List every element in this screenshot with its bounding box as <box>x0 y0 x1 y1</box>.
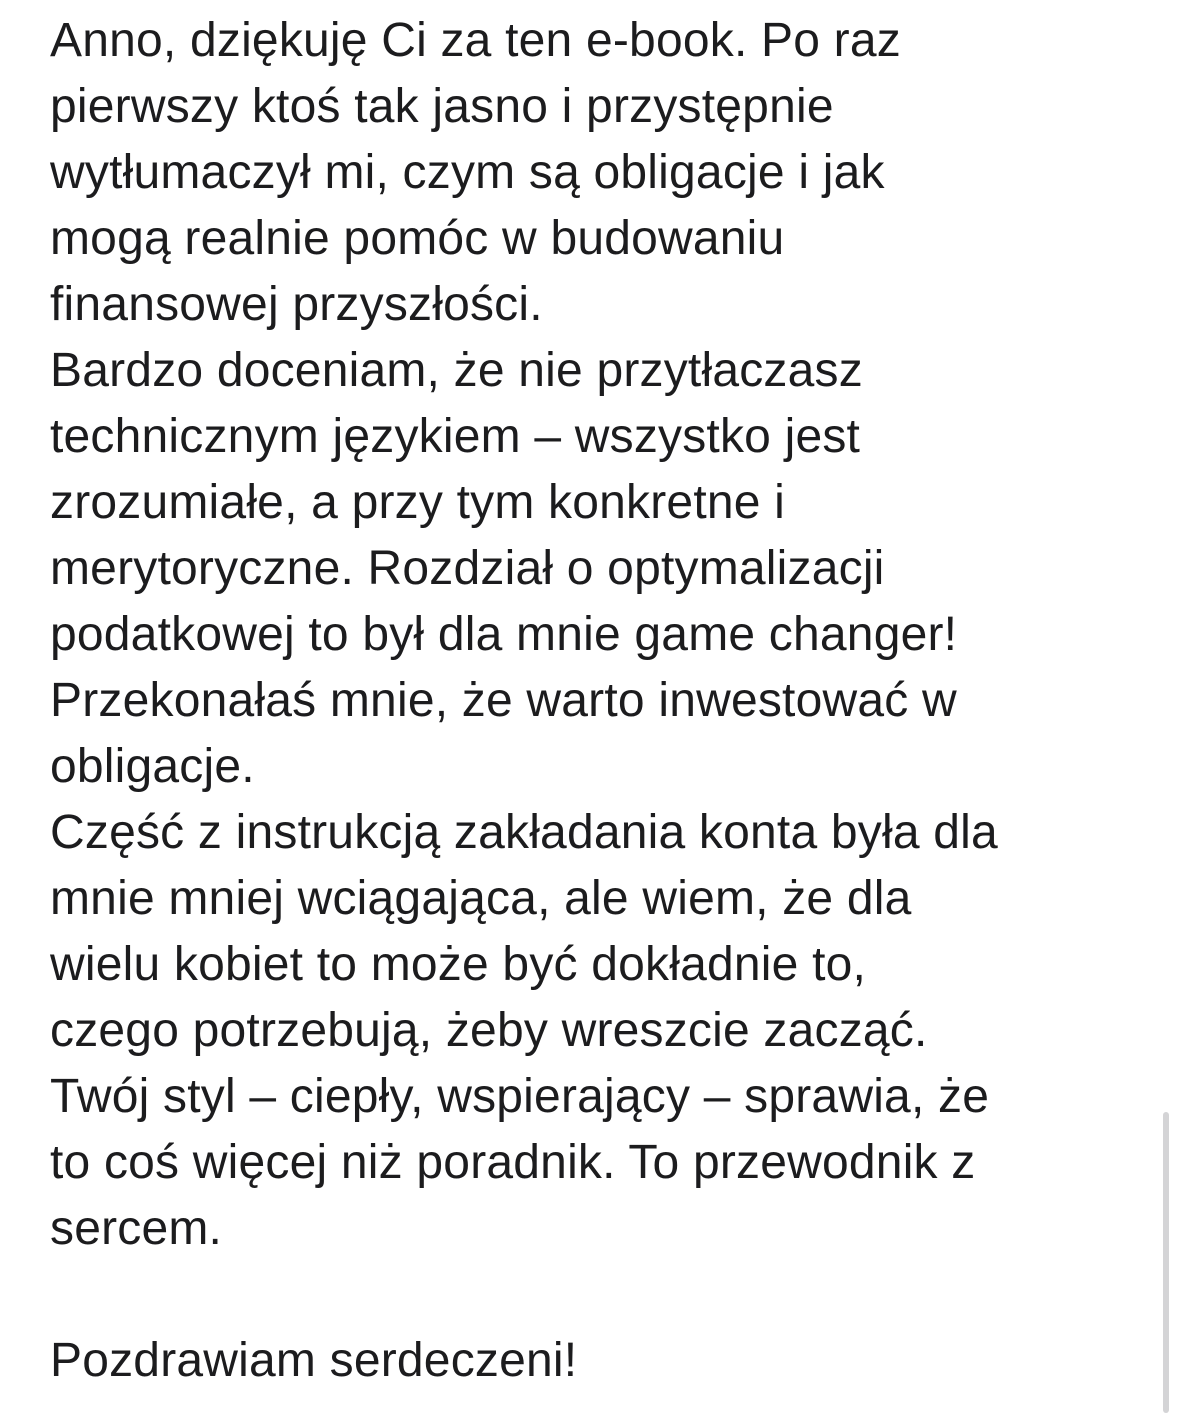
scrollbar[interactable] <box>1163 1112 1169 1413</box>
message-paragraph-1: Anno, dziękuję Ci za ten e-book. Po raz pierwszy ktoś tak jasno i przystępnie wytłumaczył mi, czym są obligacje i jak mogą realnie pomóc w budowaniu finansowej przyszłości. <box>50 14 901 331</box>
message-body <box>50 8 1140 1394</box>
message-paragraph-2: Bardzo doceniam, że nie przytłaczasz technicznym językiem – wszystko jest zrozumiałe, a przy tym konkretne i merytoryczne. Rozdział o optymalizacji podatkowej to był dla mnie game changer! Przekonałaś mnie, że warto inwestować w obligacje. <box>50 344 958 793</box>
message-paragraph-3: Część z instrukcją zakładania konta była dla mnie mniej wciągająca, ale wiem, że dla wielu kobiet to może być dokładnie to, czego potrzebują, żeby wreszcie zacząć. <box>50 806 998 1057</box>
message-paragraph-4: Twój styl – ciepły, wspierający – sprawia, że to coś więcej niż poradnik. To przewodnik z sercem. <box>50 1070 990 1255</box>
message-closing: Pozdrawiam serdeczeni! <box>50 1334 578 1387</box>
paragraph-spacer <box>50 1262 1140 1328</box>
